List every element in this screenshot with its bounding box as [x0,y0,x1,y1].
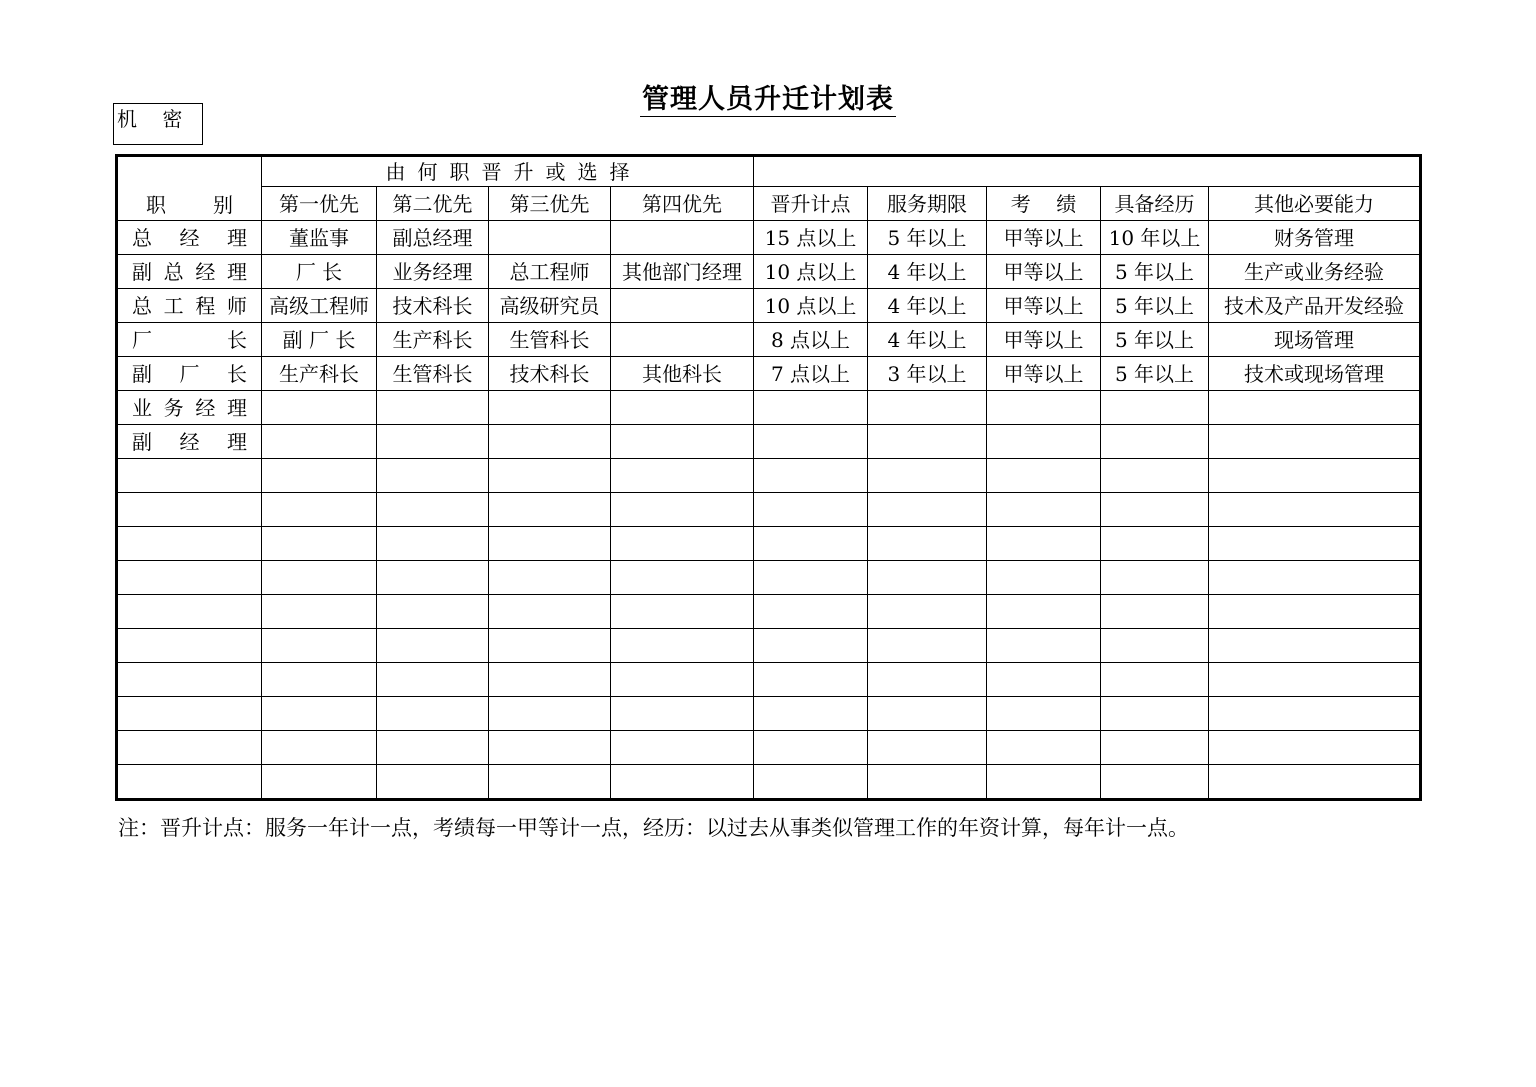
cell-other: 现场管理 [1209,323,1421,357]
cell-service [868,561,987,595]
table-row [117,493,1421,527]
cell-experience [1101,765,1209,800]
cell-priority-4 [611,595,754,629]
table-row [117,731,1421,765]
cell-priority-1: 董监事 [262,221,377,255]
cell-priority-4: 其他科长 [611,357,754,391]
table-row [117,629,1421,663]
cell-priority-2: 生管科长 [377,357,489,391]
header-priority-3: 第三优先 [489,187,611,221]
cell-position [117,595,262,629]
table-row [117,663,1421,697]
cell-points: 8 点以上 [754,323,868,357]
cell-performance: 甲等以上 [987,255,1101,289]
cell-performance: 甲等以上 [987,289,1101,323]
header-performance: 考 绩 [987,187,1101,221]
cell-position: 总经理 [117,221,262,255]
cell-other [1209,527,1421,561]
cell-priority-4 [611,731,754,765]
cell-experience: 5 年以上 [1101,255,1209,289]
cell-priority-4 [611,459,754,493]
cell-performance: 甲等以上 [987,323,1101,357]
cell-priority-1 [262,697,377,731]
header-other: 其他必要能力 [1209,187,1421,221]
cell-performance [987,391,1101,425]
cell-priority-3 [489,425,611,459]
cell-experience: 5 年以上 [1101,323,1209,357]
cell-priority-3 [489,629,611,663]
cell-position [117,697,262,731]
header-blank [754,156,1421,187]
cell-service [868,425,987,459]
cell-position [117,663,262,697]
cell-other [1209,663,1421,697]
promotion-plan-table [115,154,1422,801]
table-row [117,527,1421,561]
cell-priority-2: 副总经理 [377,221,489,255]
table-row [117,255,1421,289]
cell-position: 业务经理 [117,391,262,425]
cell-other: 技术及产品开发经验 [1209,289,1421,323]
cell-points [754,765,868,800]
cell-priority-1 [262,595,377,629]
cell-service [868,765,987,800]
cell-priority-3 [489,697,611,731]
cell-priority-2 [377,493,489,527]
cell-experience [1101,629,1209,663]
cell-performance [987,425,1101,459]
cell-points [754,731,868,765]
cell-priority-1: 生产科长 [262,357,377,391]
cell-position [117,493,262,527]
cell-experience [1101,425,1209,459]
table-row [117,459,1421,493]
cell-points: 15 点以上 [754,221,868,255]
cell-priority-3 [489,663,611,697]
table-row [117,323,1421,357]
cell-other [1209,561,1421,595]
cell-other: 生产或业务经验 [1209,255,1421,289]
table-row [117,289,1421,323]
cell-priority-4 [611,289,754,323]
cell-priority-2: 生产科长 [377,323,489,357]
cell-priority-2 [377,663,489,697]
cell-points: 10 点以上 [754,289,868,323]
cell-priority-3 [489,765,611,800]
cell-service: 4 年以上 [868,289,987,323]
cell-service [868,663,987,697]
cell-priority-4 [611,765,754,800]
table-row [117,765,1421,800]
header-row-columns [117,187,1421,221]
cell-other [1209,425,1421,459]
cell-service: 4 年以上 [868,323,987,357]
cell-other [1209,595,1421,629]
cell-position [117,561,262,595]
header-experience: 具备经历 [1101,187,1209,221]
table-body [117,221,1421,800]
cell-experience [1101,391,1209,425]
cell-priority-2: 技术科长 [377,289,489,323]
header-priority-1: 第一优先 [262,187,377,221]
cell-priority-3 [489,391,611,425]
cell-position [117,527,262,561]
cell-performance [987,731,1101,765]
cell-other [1209,697,1421,731]
cell-performance: 甲等以上 [987,221,1101,255]
cell-priority-3 [489,221,611,255]
cell-service: 3 年以上 [868,357,987,391]
cell-priority-1 [262,765,377,800]
cell-experience [1101,561,1209,595]
cell-priority-1 [262,459,377,493]
cell-priority-2 [377,391,489,425]
cell-position: 副经理 [117,425,262,459]
header-promotion-source: 由何职晋升或选择 [262,156,754,187]
cell-experience [1101,595,1209,629]
cell-performance [987,493,1101,527]
cell-experience [1101,697,1209,731]
cell-priority-1 [262,527,377,561]
cell-priority-2 [377,527,489,561]
cell-service [868,595,987,629]
cell-performance [987,663,1101,697]
cell-performance [987,595,1101,629]
cell-other [1209,493,1421,527]
cell-priority-4 [611,425,754,459]
title-text: 管理人员升迁计划表 [642,84,894,115]
cell-position: 副厂长 [117,357,262,391]
cell-priority-1: 副 厂 长 [262,323,377,357]
cell-priority-3: 生管科长 [489,323,611,357]
cell-priority-3: 技术科长 [489,357,611,391]
table-row [117,425,1421,459]
cell-other [1209,459,1421,493]
table-row [117,391,1421,425]
cell-experience [1101,527,1209,561]
cell-points [754,527,868,561]
cell-position [117,731,262,765]
cell-points [754,493,868,527]
cell-priority-4 [611,221,754,255]
footnote: 注：晋升计点：服务一年计一点，考绩每一甲等计一点，经历：以过去从事类似管理工作的年资计算，每年计一点。 [118,816,1189,840]
table-row [117,221,1421,255]
cell-points: 10 点以上 [754,255,868,289]
cell-other: 财务管理 [1209,221,1421,255]
cell-service [868,493,987,527]
cell-priority-2 [377,561,489,595]
table-row [117,697,1421,731]
cell-points [754,629,868,663]
header-priority-4: 第四优先 [611,187,754,221]
cell-priority-1 [262,561,377,595]
cell-priority-3 [489,527,611,561]
cell-service [868,731,987,765]
cell-performance [987,697,1101,731]
cell-position: 副总经理 [117,255,262,289]
cell-priority-1 [262,663,377,697]
cell-priority-1: 厂 长 [262,255,377,289]
cell-performance [987,561,1101,595]
cell-priority-1 [262,629,377,663]
cell-performance [987,765,1101,800]
cell-priority-4 [611,629,754,663]
table-row [117,357,1421,391]
cell-position [117,459,262,493]
cell-points [754,391,868,425]
cell-experience [1101,493,1209,527]
cell-priority-3: 高级研究员 [489,289,611,323]
header-row-group [117,156,1421,187]
table-row [117,595,1421,629]
cell-priority-3 [489,561,611,595]
cell-priority-2 [377,595,489,629]
cell-experience [1101,663,1209,697]
cell-other [1209,629,1421,663]
cell-performance [987,459,1101,493]
cell-priority-3 [489,493,611,527]
cell-priority-2 [377,425,489,459]
cell-experience: 5 年以上 [1101,357,1209,391]
confidential-box: 机 密 [113,103,203,145]
cell-points [754,595,868,629]
table-row [117,561,1421,595]
cell-service [868,697,987,731]
cell-priority-2: 业务经理 [377,255,489,289]
cell-priority-3 [489,731,611,765]
cell-performance [987,527,1101,561]
cell-other [1209,731,1421,765]
cell-priority-4 [611,323,754,357]
cell-experience [1101,731,1209,765]
cell-priority-2 [377,697,489,731]
cell-other [1209,765,1421,800]
cell-points [754,561,868,595]
cell-experience: 10 年以上 [1101,221,1209,255]
header-position: 职别 [117,156,262,221]
cell-priority-3: 总工程师 [489,255,611,289]
header-points: 晋升计点 [754,187,868,221]
cell-other: 技术或现场管理 [1209,357,1421,391]
cell-priority-1 [262,425,377,459]
cell-position: 总工程师 [117,289,262,323]
cell-priority-3 [489,459,611,493]
cell-service [868,527,987,561]
cell-service: 4 年以上 [868,255,987,289]
page-title [0,84,1536,117]
cell-priority-3 [489,595,611,629]
cell-priority-4: 其他部门经理 [611,255,754,289]
cell-service [868,629,987,663]
cell-priority-2 [377,629,489,663]
cell-priority-4 [611,697,754,731]
cell-other [1209,391,1421,425]
cell-performance: 甲等以上 [987,357,1101,391]
cell-priority-4 [611,493,754,527]
cell-points [754,425,868,459]
cell-priority-4 [611,391,754,425]
cell-priority-1: 高级工程师 [262,289,377,323]
header-service: 服务期限 [868,187,987,221]
cell-priority-4 [611,527,754,561]
cell-performance [987,629,1101,663]
cell-points [754,459,868,493]
cell-service [868,391,987,425]
cell-points [754,663,868,697]
cell-experience: 5 年以上 [1101,289,1209,323]
cell-priority-1 [262,493,377,527]
cell-experience [1101,459,1209,493]
cell-priority-2 [377,459,489,493]
cell-priority-1 [262,731,377,765]
cell-priority-2 [377,731,489,765]
cell-priority-4 [611,663,754,697]
cell-priority-4 [611,561,754,595]
cell-position: 厂长 [117,323,262,357]
cell-priority-1 [262,391,377,425]
header-priority-2: 第二优先 [377,187,489,221]
cell-points [754,697,868,731]
cell-service: 5 年以上 [868,221,987,255]
cell-service [868,459,987,493]
cell-position [117,765,262,800]
cell-priority-2 [377,765,489,800]
cell-points: 7 点以上 [754,357,868,391]
cell-position [117,629,262,663]
